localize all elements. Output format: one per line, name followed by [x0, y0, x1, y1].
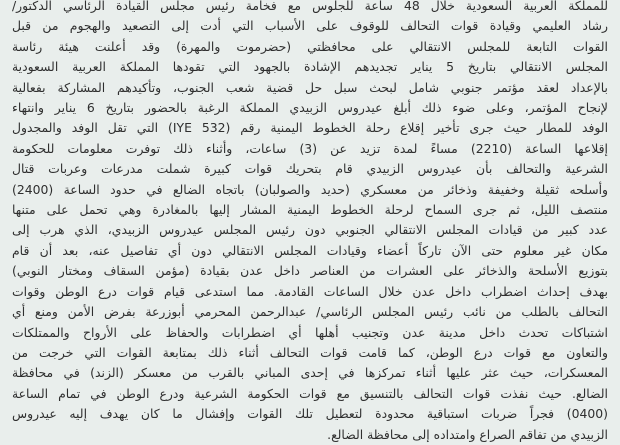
text-line: المعسكرات، حيث عثر عليها أثناء تمركزها في إحدى المباني بالقرب من معسكر (الزند) في محافظة [12, 365, 608, 381]
text-line: والتعاون مع قوات درع الوطن، كما قامت قوات التحالف أثناء ذلك بمتابعة القوات التي خرجت من [12, 344, 608, 360]
text-line: رشاد العليمي وقيادة قوات التحالف للوقوف على الأسباب التي أدت إلى التصعيد والهجوم من قبل [12, 18, 608, 34]
document-body-text [12, 0, 608, 445]
text-line: الزبيدي من تفاقم الصراع وامتداده إلى محافظة الضالع. [327, 426, 608, 442]
text-line: بتوزيع الأسلحة والذخائر على العشرات من العناصر داخل عدن بقيادة (مؤمن السقاف ومختار النوبي) [12, 263, 608, 279]
text-line: القوات التابعة للمجلس الانتقالي على محافظتي (حضرموت والمهرة) وقد أعلنت هيئة رئاسة [12, 38, 608, 54]
text-line: إقلاعها الساعة (2210) مساءً لمدة تزيد عن (3) ساعات، وأثناء ذلك توفرت معلومات للحكومة [12, 140, 609, 156]
text-line: بهدف إحداث اضطراب داخل عدن خلال الساعات القادمة. مما استدعى قيام قوات درع الوطن وقوات [12, 283, 608, 299]
text-line: اشتباكات تحدث داخل مدينة عدن وتجنيب أهلها أي اضطرابات والحفاظ على الأرواح والممتلكات [12, 324, 608, 340]
text-line: مكان غير معلوم حتى الآن تاركاً أعضاء وقيادات المجلس الانتقالي دون أي تفاصيل عنه، بعد أن قام [12, 242, 608, 258]
text-line: الضالع. حيث نفذت قوات التحالف بالتنسيق مع قوات الحكومة الشرعية ودرع الوطن في تمام الساعة [12, 385, 608, 401]
text-line: التحالف بالطلب من نائب رئيس المجلس الرئاسي/ عبدالرحمن المحرمي أبوزرعة بفرض الأمن ومنع أي [12, 304, 608, 320]
text-line: المجلس الانتقالي بتاريخ 5 يناير تجديدهم الإشادة بالجهود التي تقودها المملكة العربية السعودية [12, 59, 608, 75]
text-line: وأسلحه ثقيلة وخفيفة وذخائر من معسكري (حديد والصولبان) باتجاه الضالع في حدود الساعة (2400) [12, 181, 608, 197]
text-line: للمملكة العربية السعودية خلال 48 ساعة للجلوس مع فخامة رئيس مجلس القيادة الرئاسي الدكتور/ [12, 0, 608, 13]
text-line: لإنجاح المؤتمر، وعلى ضوء ذلك أبلغ عيدروس الزبيدي المملكة الرغبة بالحضور بتاريخ 6 يناير وانتهاء [12, 100, 608, 116]
text-line: الشرعية والتحالف بأن عيدروس الزبيدي قام بتحريك قوات كبيرة شملت مدرعات وعربات قتال [12, 161, 608, 177]
text-line: (0400) فجراً ضربات استباقية محدودة لتعطيل تلك القوات وإفشال ما كان يهدف إليه عيدروس [12, 406, 608, 422]
text-line: بالإعداد لعقد مؤتمر جنوبي شامل لبحث سبل حل قضية شعب الجنوب، وتأكيدهم المشاركة بفعالية [12, 79, 608, 95]
text-line: عدد كبير من قيادات المجلس الانتقالي الجنوبي دون رئيس المجلس عيدروس الزبيدي، الذي هرب إلى [12, 222, 608, 238]
text-line: الوفد للمطار حيث جرى تأخير إقلاع رحلة الخطوط اليمنية رقم (IYE 532) التي تقل الوفد والمجدول [12, 120, 609, 136]
text-line: منتصف الليل، ثم جرى السماح لرحلة الخطوط اليمنية المشار إليها بالمغادرة وهي تحمل على متنها [12, 202, 608, 218]
